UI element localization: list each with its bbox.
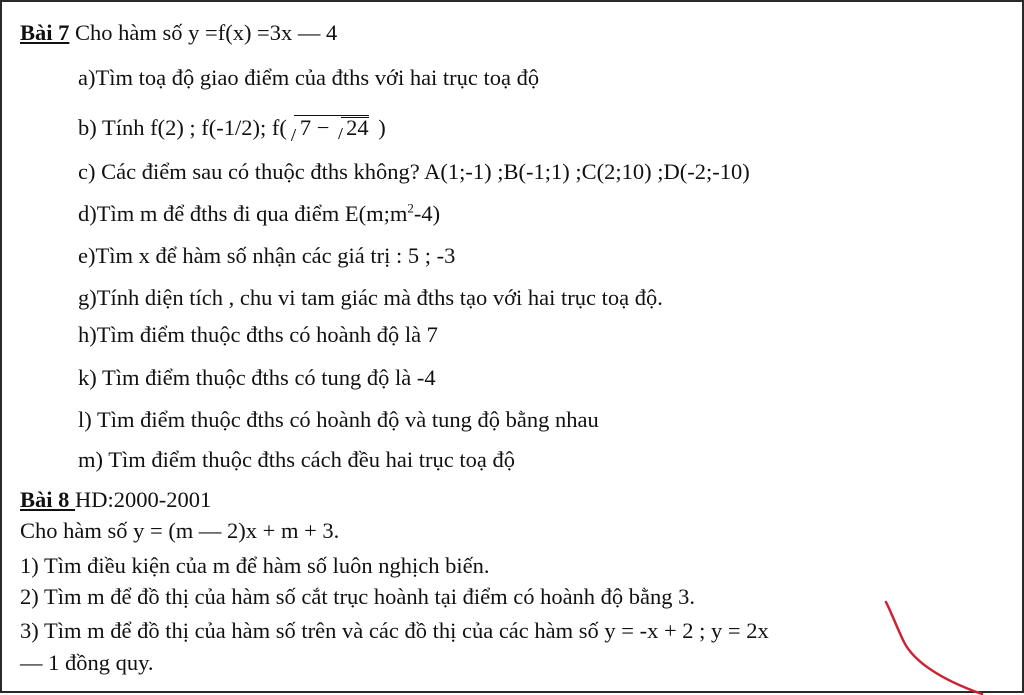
bai7-item-k: k) Tìm điểm thuộc đths có tung độ là -4 <box>78 365 436 390</box>
bai7-item-l: l) Tìm điểm thuộc đths có hoành độ và tung độ bằng nhau <box>78 407 599 432</box>
bai7-heading <box>20 20 337 46</box>
bai8-heading <box>20 487 211 513</box>
bai7-d-suffix: -4) <box>413 201 441 226</box>
bai7-item-e: e)Tìm x để hàm số nhận các giá trị : 5 ; -3 <box>78 243 456 268</box>
bai7-item-m: m) Tìm điểm thuộc đths cách đều hai trục toạ độ <box>78 447 515 472</box>
bai7-item-c: c) Các điểm sau có thuộc đths không? A(1;-1) ;B(-1;1) ;C(2;10) ;D(-2;-10) <box>78 159 750 184</box>
bai8-q3-cont: — 1 đồng quy. <box>20 650 154 675</box>
bai7-item-a: a)Tìm toạ độ giao điểm của đths với hai trục toạ độ <box>78 65 540 90</box>
bai7-title: Cho hàm số y =f(x) =3x — 4 <box>69 20 338 45</box>
bai7-label: Bài 7 <box>20 20 70 45</box>
red-stroke <box>886 602 982 694</box>
bai7-b-radicand: 7 − <box>299 115 336 140</box>
sqrt-outer <box>287 115 369 141</box>
bai8-q1: 1) Tìm điều kiện của m để hàm số luôn nghịch biến. <box>20 553 490 578</box>
bai8-label: Bài 8 <box>20 487 76 512</box>
bai8-q2: 2) Tìm m để đồ thị của hàm số cắt trục hoành tại điểm có hoành độ bằng 3. <box>20 584 696 609</box>
bai7-d-sup: 2 <box>407 200 414 216</box>
bai7-item-b <box>78 115 386 141</box>
bai7-item-h: h)Tìm điểm thuộc đths có hoành độ là 7 <box>78 322 438 347</box>
bai8-source: HD:2000-2001 <box>75 487 212 512</box>
bai7-b-inner-radicand: 24 <box>346 115 369 140</box>
bai7-item-g: g)Tính diện tích , chu vi tam giác mà đths tạo với hai trục toạ độ. <box>78 285 663 310</box>
bai8-intro: Cho hàm số y = (m — 2)x + m + 3. <box>20 518 340 543</box>
bai8-q3: 3) Tìm m để đồ thị của hàm số trên và các đồ thị của các hàm số y = -x + 2 ; y = 2x <box>20 618 769 643</box>
bai7-d-prefix: d)Tìm m để đths đi qua điểm E(m;m <box>78 201 408 226</box>
bai7-b-prefix: b) Tính f(2) ; f(-1/2); f( <box>78 115 287 140</box>
bai7-b-suffix: ) <box>372 115 386 140</box>
bai7-item-d <box>78 201 440 227</box>
sqrt-inner <box>335 115 369 141</box>
